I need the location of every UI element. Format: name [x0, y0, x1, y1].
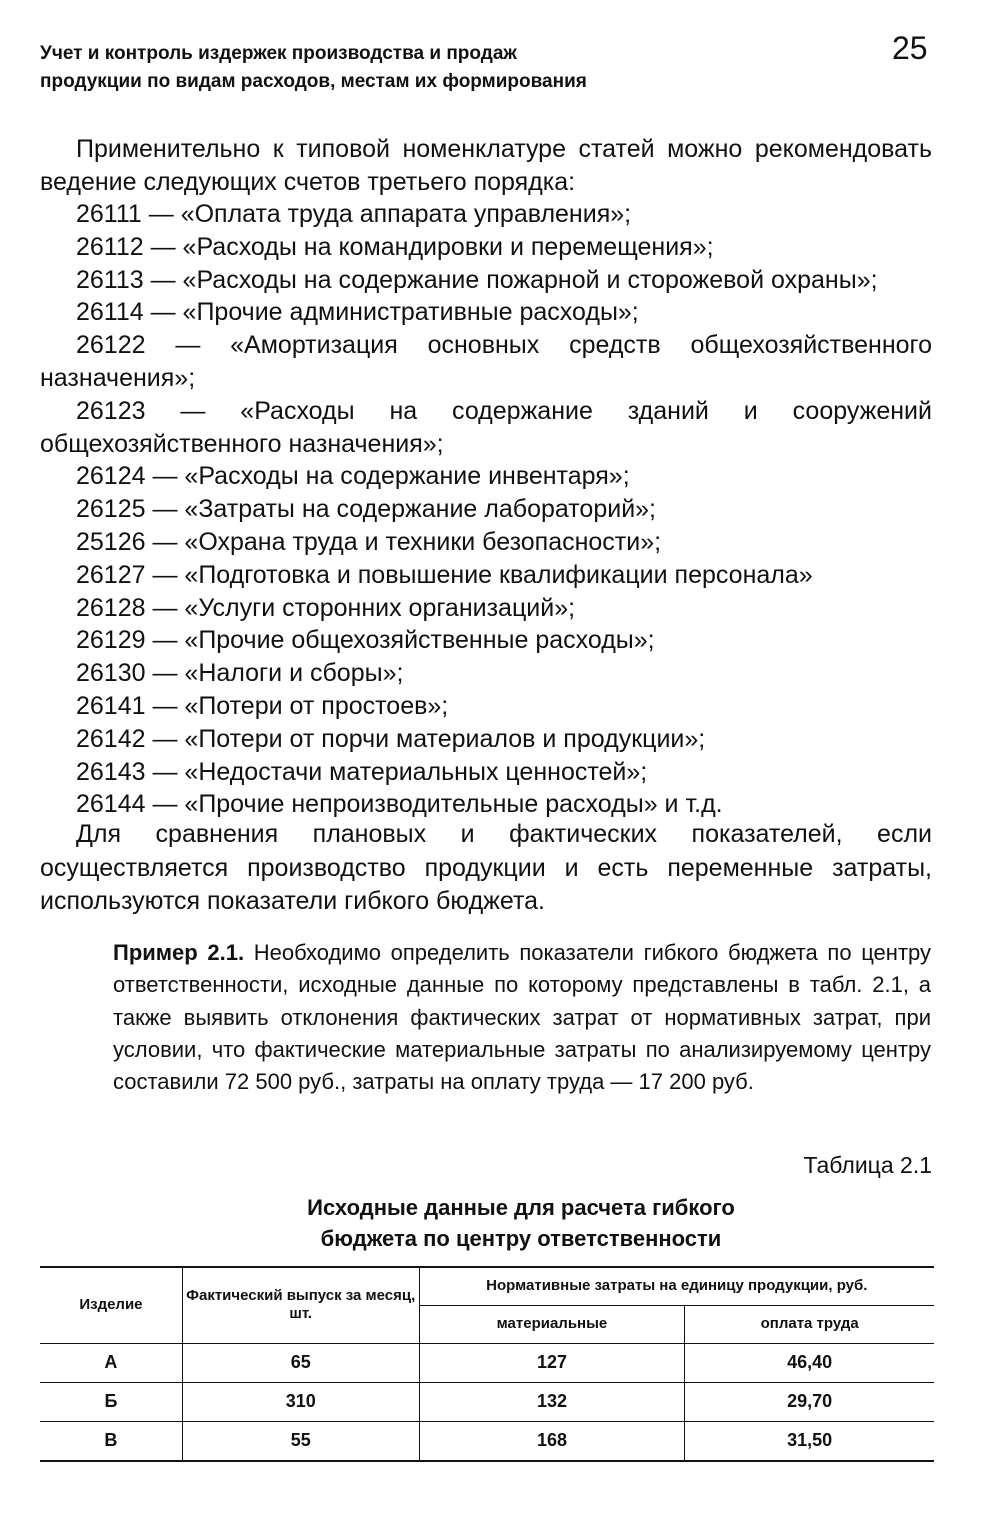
- header-wages: оплата труда: [685, 1305, 934, 1343]
- table-row: [40, 1382, 934, 1421]
- account-item: 26112 — «Расходы на командировки и перемещения»;: [76, 232, 714, 261]
- account-item: 26128 — «Услуги сторонних организаций»;: [76, 593, 576, 622]
- cell-output: 55: [182, 1421, 419, 1461]
- table-title-line-2: бюджета по центру ответственности: [320, 1226, 722, 1251]
- cell-wages: 31,50: [685, 1421, 934, 1461]
- account-item: 26142 — «Потери от порчи материалов и продукции»;: [76, 724, 706, 753]
- example-label: Пример 2.1.: [113, 940, 245, 965]
- page-number: 25: [892, 30, 928, 66]
- cell-materials: 132: [419, 1382, 685, 1421]
- running-head-line-2: продукции по видам расходов, местам их формирования: [40, 71, 587, 92]
- cell-materials: 127: [419, 1343, 685, 1382]
- source-data-table: [40, 1266, 934, 1462]
- account-item: 26124 — «Расходы на содержание инвентаря»;: [76, 462, 630, 491]
- intro-paragraph: Применительно к типовой номенклатуре статей можно рекомендовать ведение следующих счетов третьего порядка:: [40, 135, 932, 196]
- running-head-line-1: Учет и контроль издержек производства и продаж: [40, 43, 517, 64]
- cell-output: 65: [182, 1343, 419, 1382]
- account-item: 26125 — «Затраты на содержание лабораторий»;: [76, 495, 657, 524]
- header-materials: материальные: [419, 1305, 685, 1343]
- cell-wages: 29,70: [685, 1382, 934, 1421]
- account-item: 26143 — «Недостачи материальных ценностей»;: [76, 757, 648, 786]
- cell-materials: 168: [419, 1421, 685, 1461]
- header-actual-output: Фактический выпуск за месяц, шт.: [182, 1267, 419, 1343]
- account-item: 26141 — «Потери от простоев»;: [76, 691, 449, 720]
- cell-product: А: [40, 1343, 182, 1382]
- table-title-line-1: Исходные данные для расчета гибкого: [307, 1195, 735, 1220]
- accounts-list: [40, 198, 932, 821]
- cell-output: 310: [182, 1382, 419, 1421]
- account-item: 26130 — «Налоги и сборы»;: [76, 659, 404, 688]
- account-item: 26113 — «Расходы на содержание пожарной и сторожевой охраны»;: [76, 265, 878, 294]
- account-item: 26129 — «Прочие общехозяйственные расходы»;: [76, 626, 655, 655]
- header-norm-costs: Нормативные затраты на единицу продукции, руб.: [419, 1267, 934, 1305]
- account-item: 25126 — «Охрана труда и техники безопасности»;: [76, 527, 662, 556]
- example-paragraph: [113, 937, 931, 1098]
- cell-wages: 46,40: [685, 1343, 934, 1382]
- flexible-budget-paragraph: Для сравнения плановых и фактических показателей, если осуществляется производство продукции и есть переменные затраты, используются показатели гибкого бюджета.: [40, 820, 932, 915]
- example-text: Необходимо определить показатели гибкого бюджета по центру ответственности, исходные данные по которому представлены в табл. 2.1, а также выявить отклонения фактических затрат от нормативных затрат, при условии, что фактические материальные затраты по анализируемому центру составили 72 500 руб., затраты на оплату труда — 17 200 руб.: [113, 940, 932, 1095]
- account-item: 26123 — «Расходы на содержание зданий и сооружений общехозяйственного назначения»;: [40, 396, 932, 458]
- cell-product: В: [40, 1421, 182, 1461]
- account-item: 26114 — «Прочие административные расходы»;: [76, 298, 639, 327]
- table-title: [40, 1192, 1000, 1254]
- account-item: 26122 — «Амортизация основных средств общехозяйственного назначения»;: [40, 331, 932, 392]
- cell-product: Б: [40, 1382, 182, 1421]
- running-head: [40, 40, 820, 96]
- table-row: [40, 1343, 934, 1382]
- header-product: Изделие: [40, 1267, 182, 1343]
- account-item: 26127 — «Подготовка и повышение квалификации персонала»: [76, 560, 813, 589]
- account-item: 26144 — «Прочие непроизводительные расходы» и т.д.: [76, 790, 723, 819]
- table-row: [40, 1421, 934, 1461]
- table-label: Таблица 2.1: [803, 1152, 932, 1178]
- account-item: 26111 — «Оплата труда аппарата управления»;: [76, 200, 632, 228]
